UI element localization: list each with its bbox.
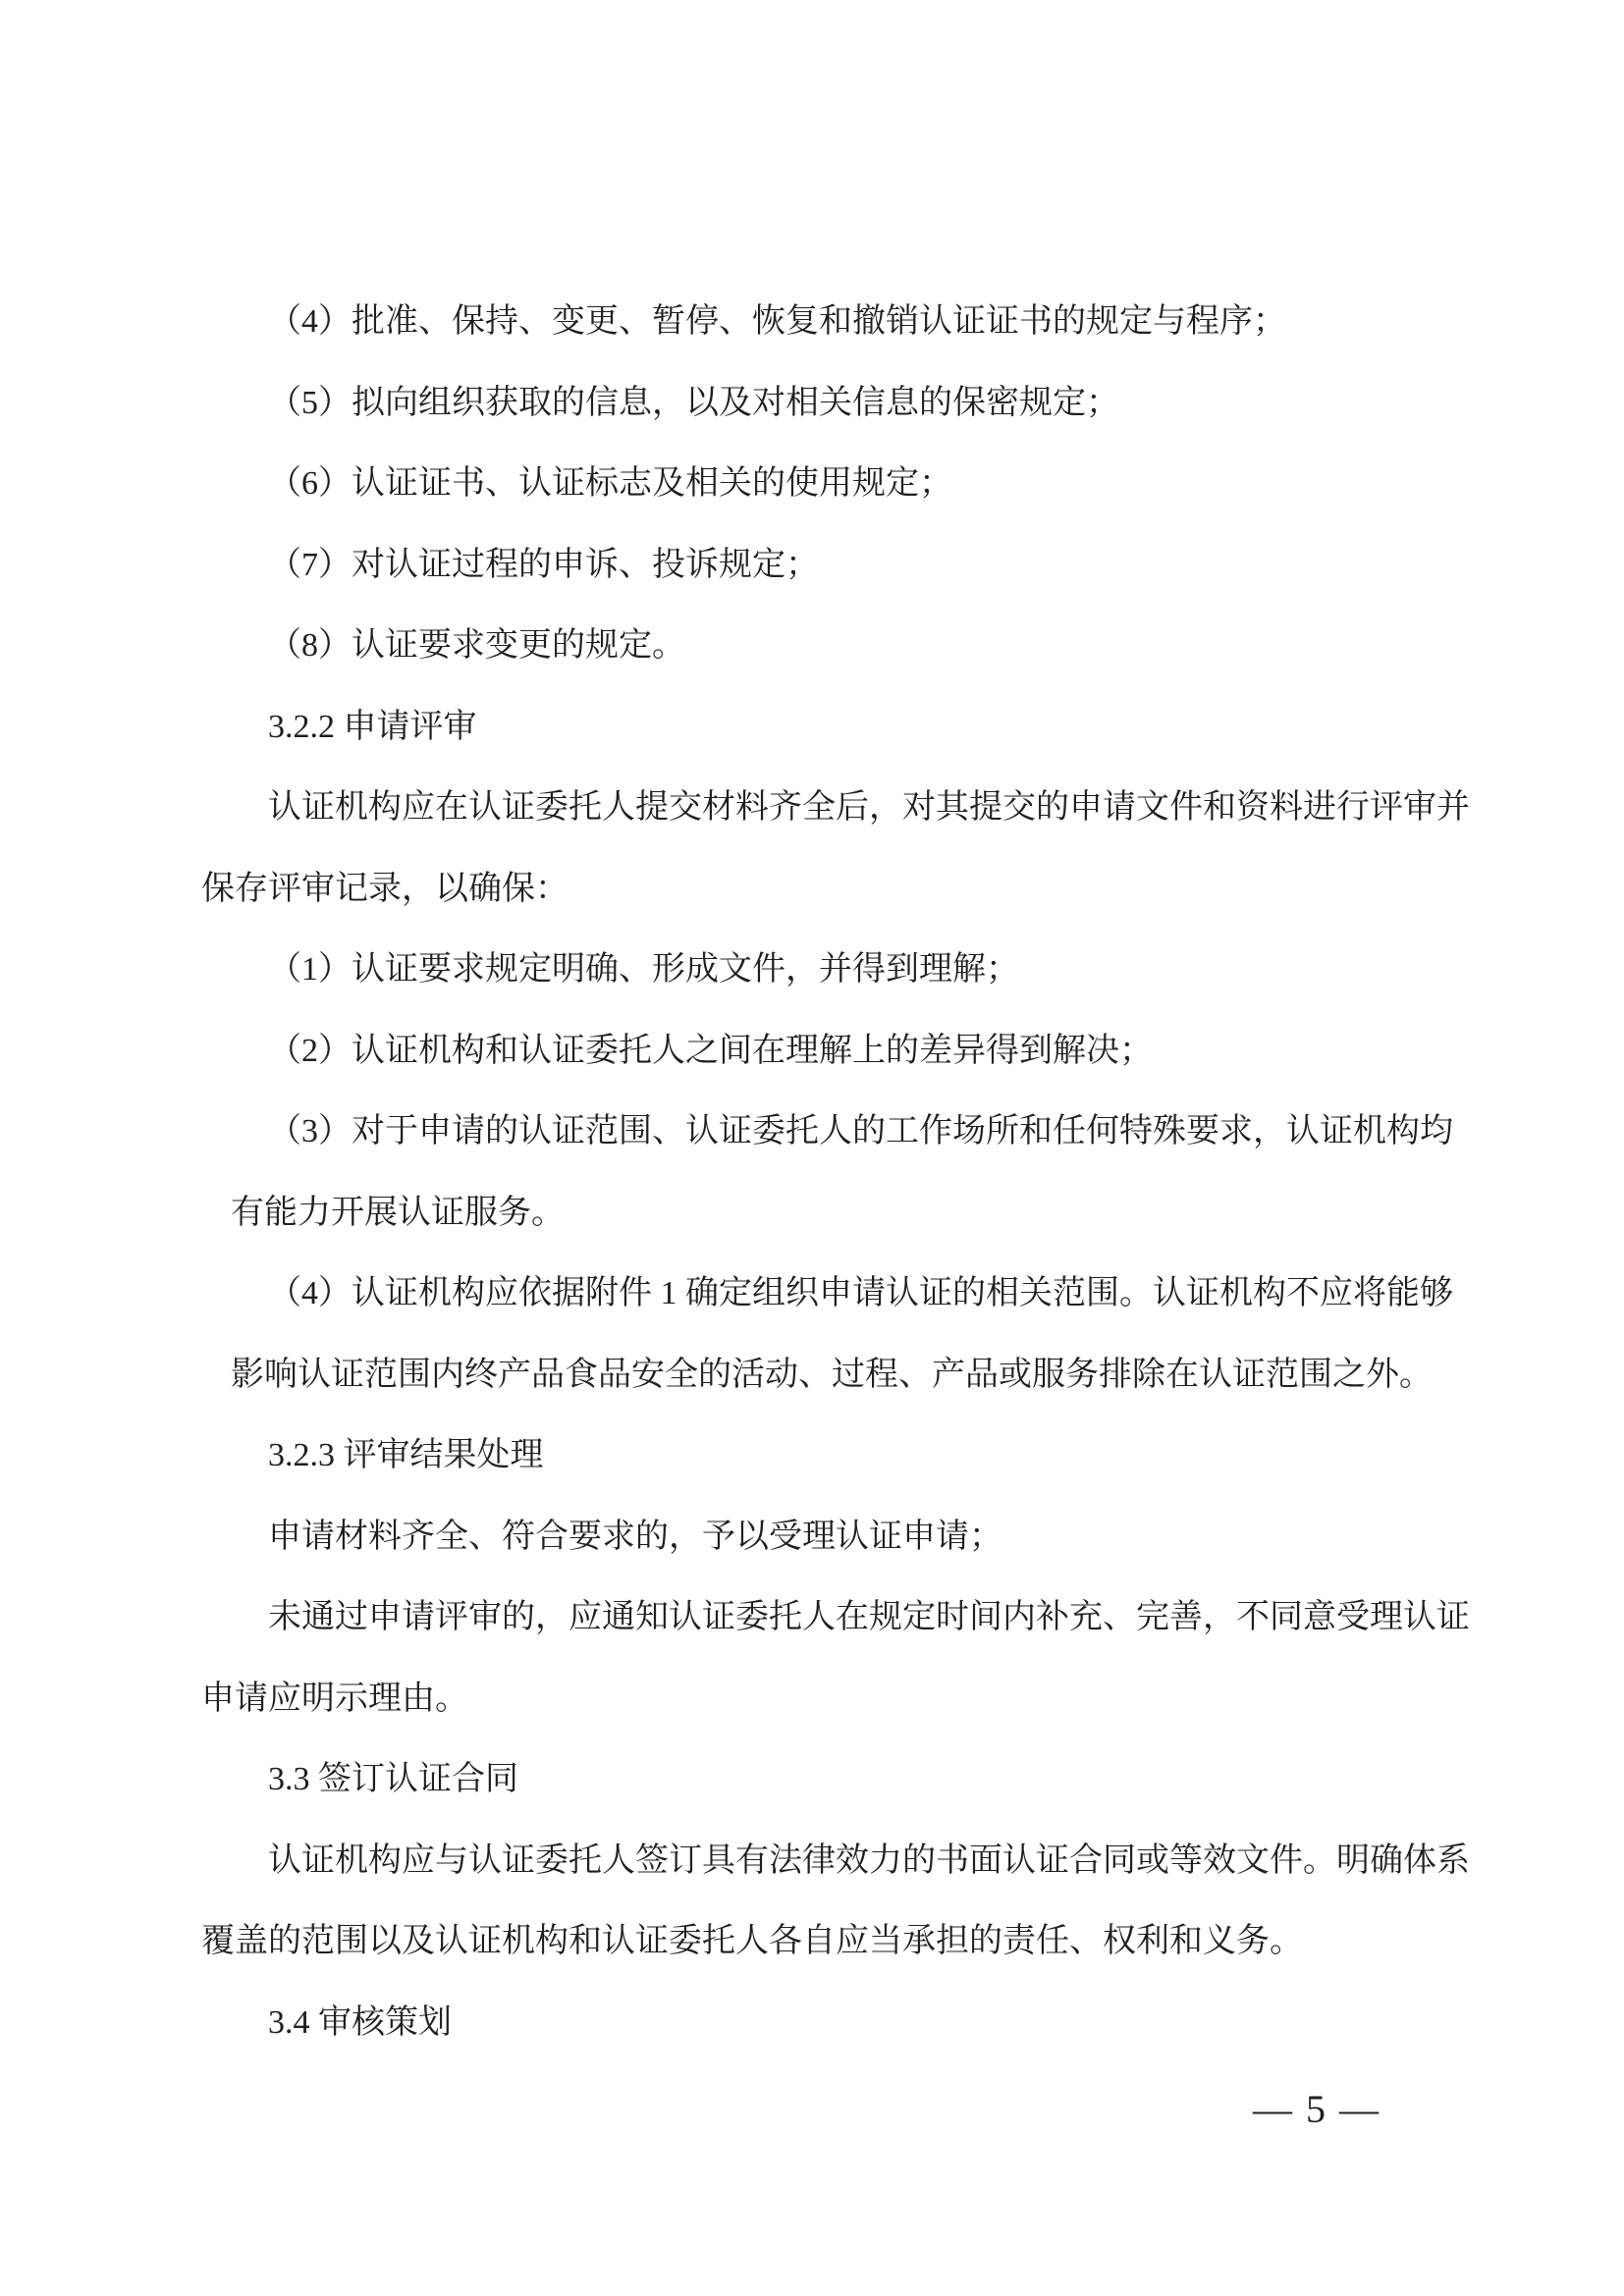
- text-line: 认证机构应与认证委托人签订具有法律效力的书面认证合同或等效文件。明确体系: [268, 1842, 1470, 1879]
- text-line: （7）对认证过程的申诉、投诉规定；: [268, 546, 819, 583]
- text-line: （4）认证机构应依据附件 1 确定组织申请认证的相关范围。认证机构不应将能够: [268, 1275, 1453, 1311]
- text-line: （4）批准、保持、变更、暂停、恢复和撤销认证证书的规定与程序；: [268, 303, 1286, 340]
- text-line: （8）认证要求变更的规定。: [268, 627, 685, 664]
- text-line: 申请材料齐全、符合要求的，予以受理认证申请；: [268, 1518, 1002, 1555]
- text-line: 3.2.3 评审结果处理: [268, 1437, 544, 1473]
- text-line: 影响认证范围内终产品食品安全的活动、过程、产品或服务排除在认证范围之外。: [231, 1356, 1433, 1393]
- document-body: [201, 282, 1470, 2063]
- text-line: 未通过申请评审的，应通知认证委托人在规定时间内补充、完善，不同意受理认证: [268, 1599, 1470, 1635]
- text-line: 3.4 审核策划: [268, 2003, 452, 2041]
- text-line: 3.3 签订认证合同: [268, 1761, 518, 1797]
- text-line: （3）对于申请的认证范围、认证委托人的工作场所和任何特殊要求，认证机构均: [268, 1113, 1453, 1149]
- text-line: （1）认证要求规定明确、形成文件，并得到理解；: [268, 951, 1019, 988]
- text-line: 覆盖的范围以及认证机构和认证委托人各自应当承担的责任、权利和义务。: [201, 1923, 1303, 1959]
- text-line: 有能力开展认证服务。: [231, 1194, 565, 1231]
- text-line: 认证机构应在认证委托人提交材料齐全后，对其提交的申请文件和资料进行评审并: [268, 789, 1470, 826]
- text-line: 3.2.2 申请评审: [268, 708, 477, 745]
- text-line: （2）认证机构和认证委托人之间在理解上的差异得到解决；: [268, 1032, 1153, 1069]
- text-line: （5）拟向组织获取的信息，以及对相关信息的保密规定；: [268, 384, 1119, 421]
- text-line: 保存评审记录，以确保：: [201, 870, 568, 907]
- text-line: （6）认证证书、认证标志及相关的使用规定；: [268, 465, 952, 502]
- page-number: — 5 —: [1253, 2087, 1380, 2131]
- text-line: 申请应明示理由。: [201, 1680, 468, 1717]
